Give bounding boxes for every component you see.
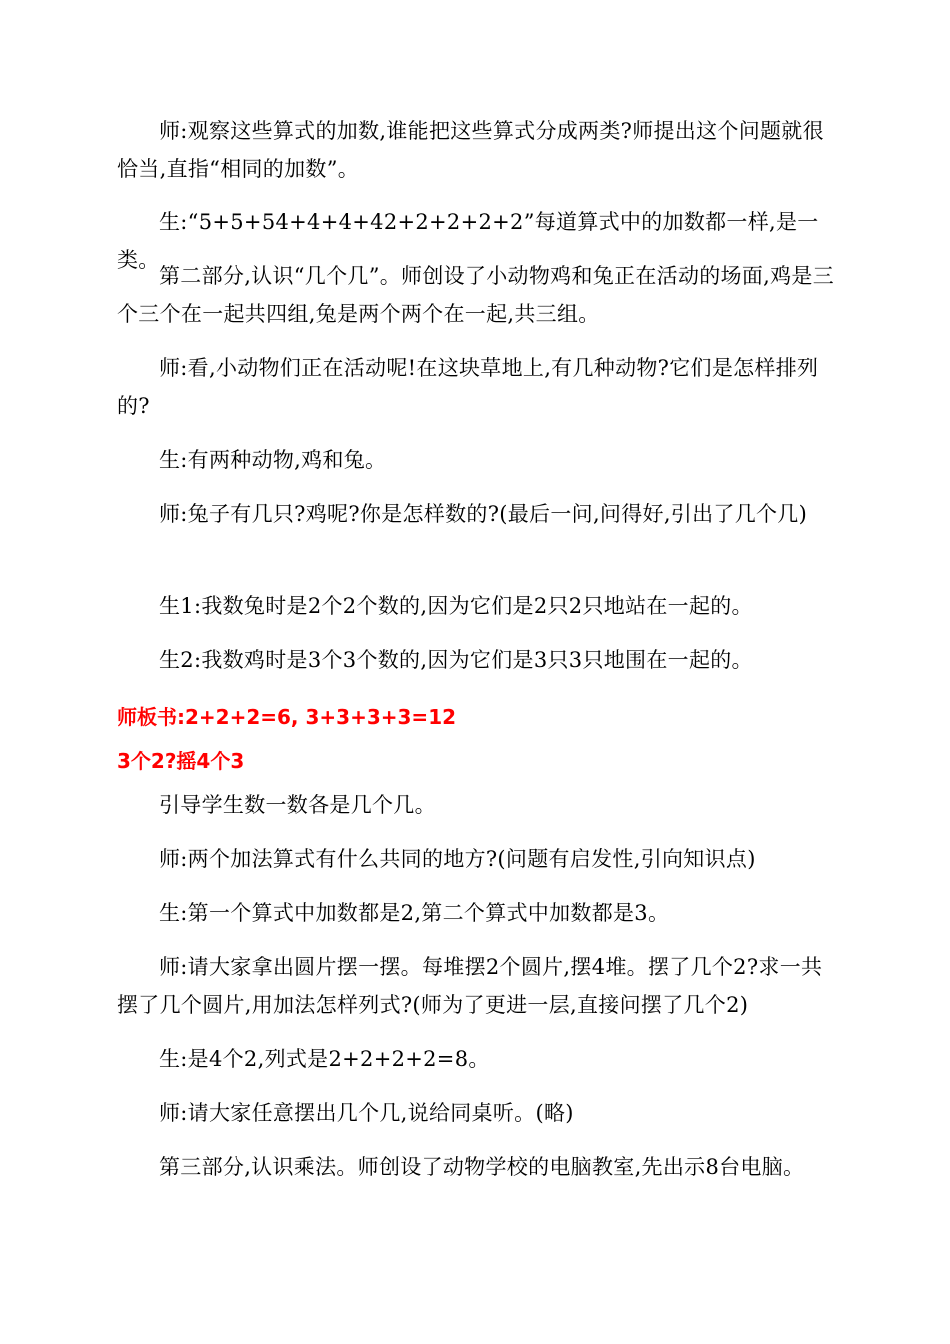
paragraph-teacher-common: 师:两个加法算式有什么共同的地方?(问题有启发性,引向知识点) bbox=[159, 847, 756, 871]
board-heading-line1: 师板书:2+2+2=6, 3+3+3+3=12 bbox=[117, 705, 457, 729]
paragraph-student1: 生1:我数兔时是2个2个数的,因为它们是2只2只地站在一起的。 bbox=[159, 594, 753, 618]
paragraph-part-two: 第二部分,认识“几个几”。师创设了小动物鸡和兔正在活动的场面,鸡是三个三个在一起共四组,兔是两个两个在一起,共三组。 bbox=[117, 264, 835, 326]
paragraph-teacher-discs: 师:请大家拿出圆片摆一摆。每堆摆2个圆片,摆4堆。摆了几个2?求一共摆了几个圆片,用加法怎样列式?(师为了更进一层,直接问摆了几个2) bbox=[117, 955, 823, 1017]
paragraph-teacher-arrange: 师:请大家任意摆出几个几,说给同桌听。(略) bbox=[159, 1101, 574, 1125]
paragraph-part-three: 第三部分,认识乘法。师创设了动物学校的电脑教室,先出示8台电脑。 bbox=[159, 1155, 805, 1179]
paragraph-student-addends: 生:第一个算式中加数都是2,第二个算式中加数都是3。 bbox=[159, 901, 670, 925]
paragraph-student-four-twos: 生:是4个2,列式是2+2+2+2=8。 bbox=[159, 1047, 490, 1071]
paragraph-guide-count: 引导学生数一数各是几个几。 bbox=[159, 793, 436, 817]
paragraph-teacher-look: 师:看,小动物们正在活动呢!在这块草地上,有几种动物?它们是怎样排列的? bbox=[117, 356, 819, 418]
paragraph-student-same-addends: 生:“5+5+54+4+4+42+2+2+2+2”每道算式中的加数都一样,是一类。 bbox=[117, 210, 819, 272]
paragraph-teacher-observe: 师:观察这些算式的加数,谁能把这些算式分成两类?师提出这个问题就很恰当,直指“相同的加数”。 bbox=[117, 119, 824, 181]
paragraph-student-two-animals: 生:有两种动物,鸡和兔。 bbox=[159, 448, 387, 472]
paragraph-teacher-rabbits: 师:兔子有几只?鸡呢?你是怎样数的?(最后一问,问得好,引出了几个几) bbox=[159, 502, 808, 526]
paragraph-student2: 生2:我数鸡时是3个3个数的,因为它们是3只3只地围在一起的。 bbox=[159, 648, 753, 672]
board-heading-line2: 3个2?摇4个3 bbox=[117, 749, 245, 773]
